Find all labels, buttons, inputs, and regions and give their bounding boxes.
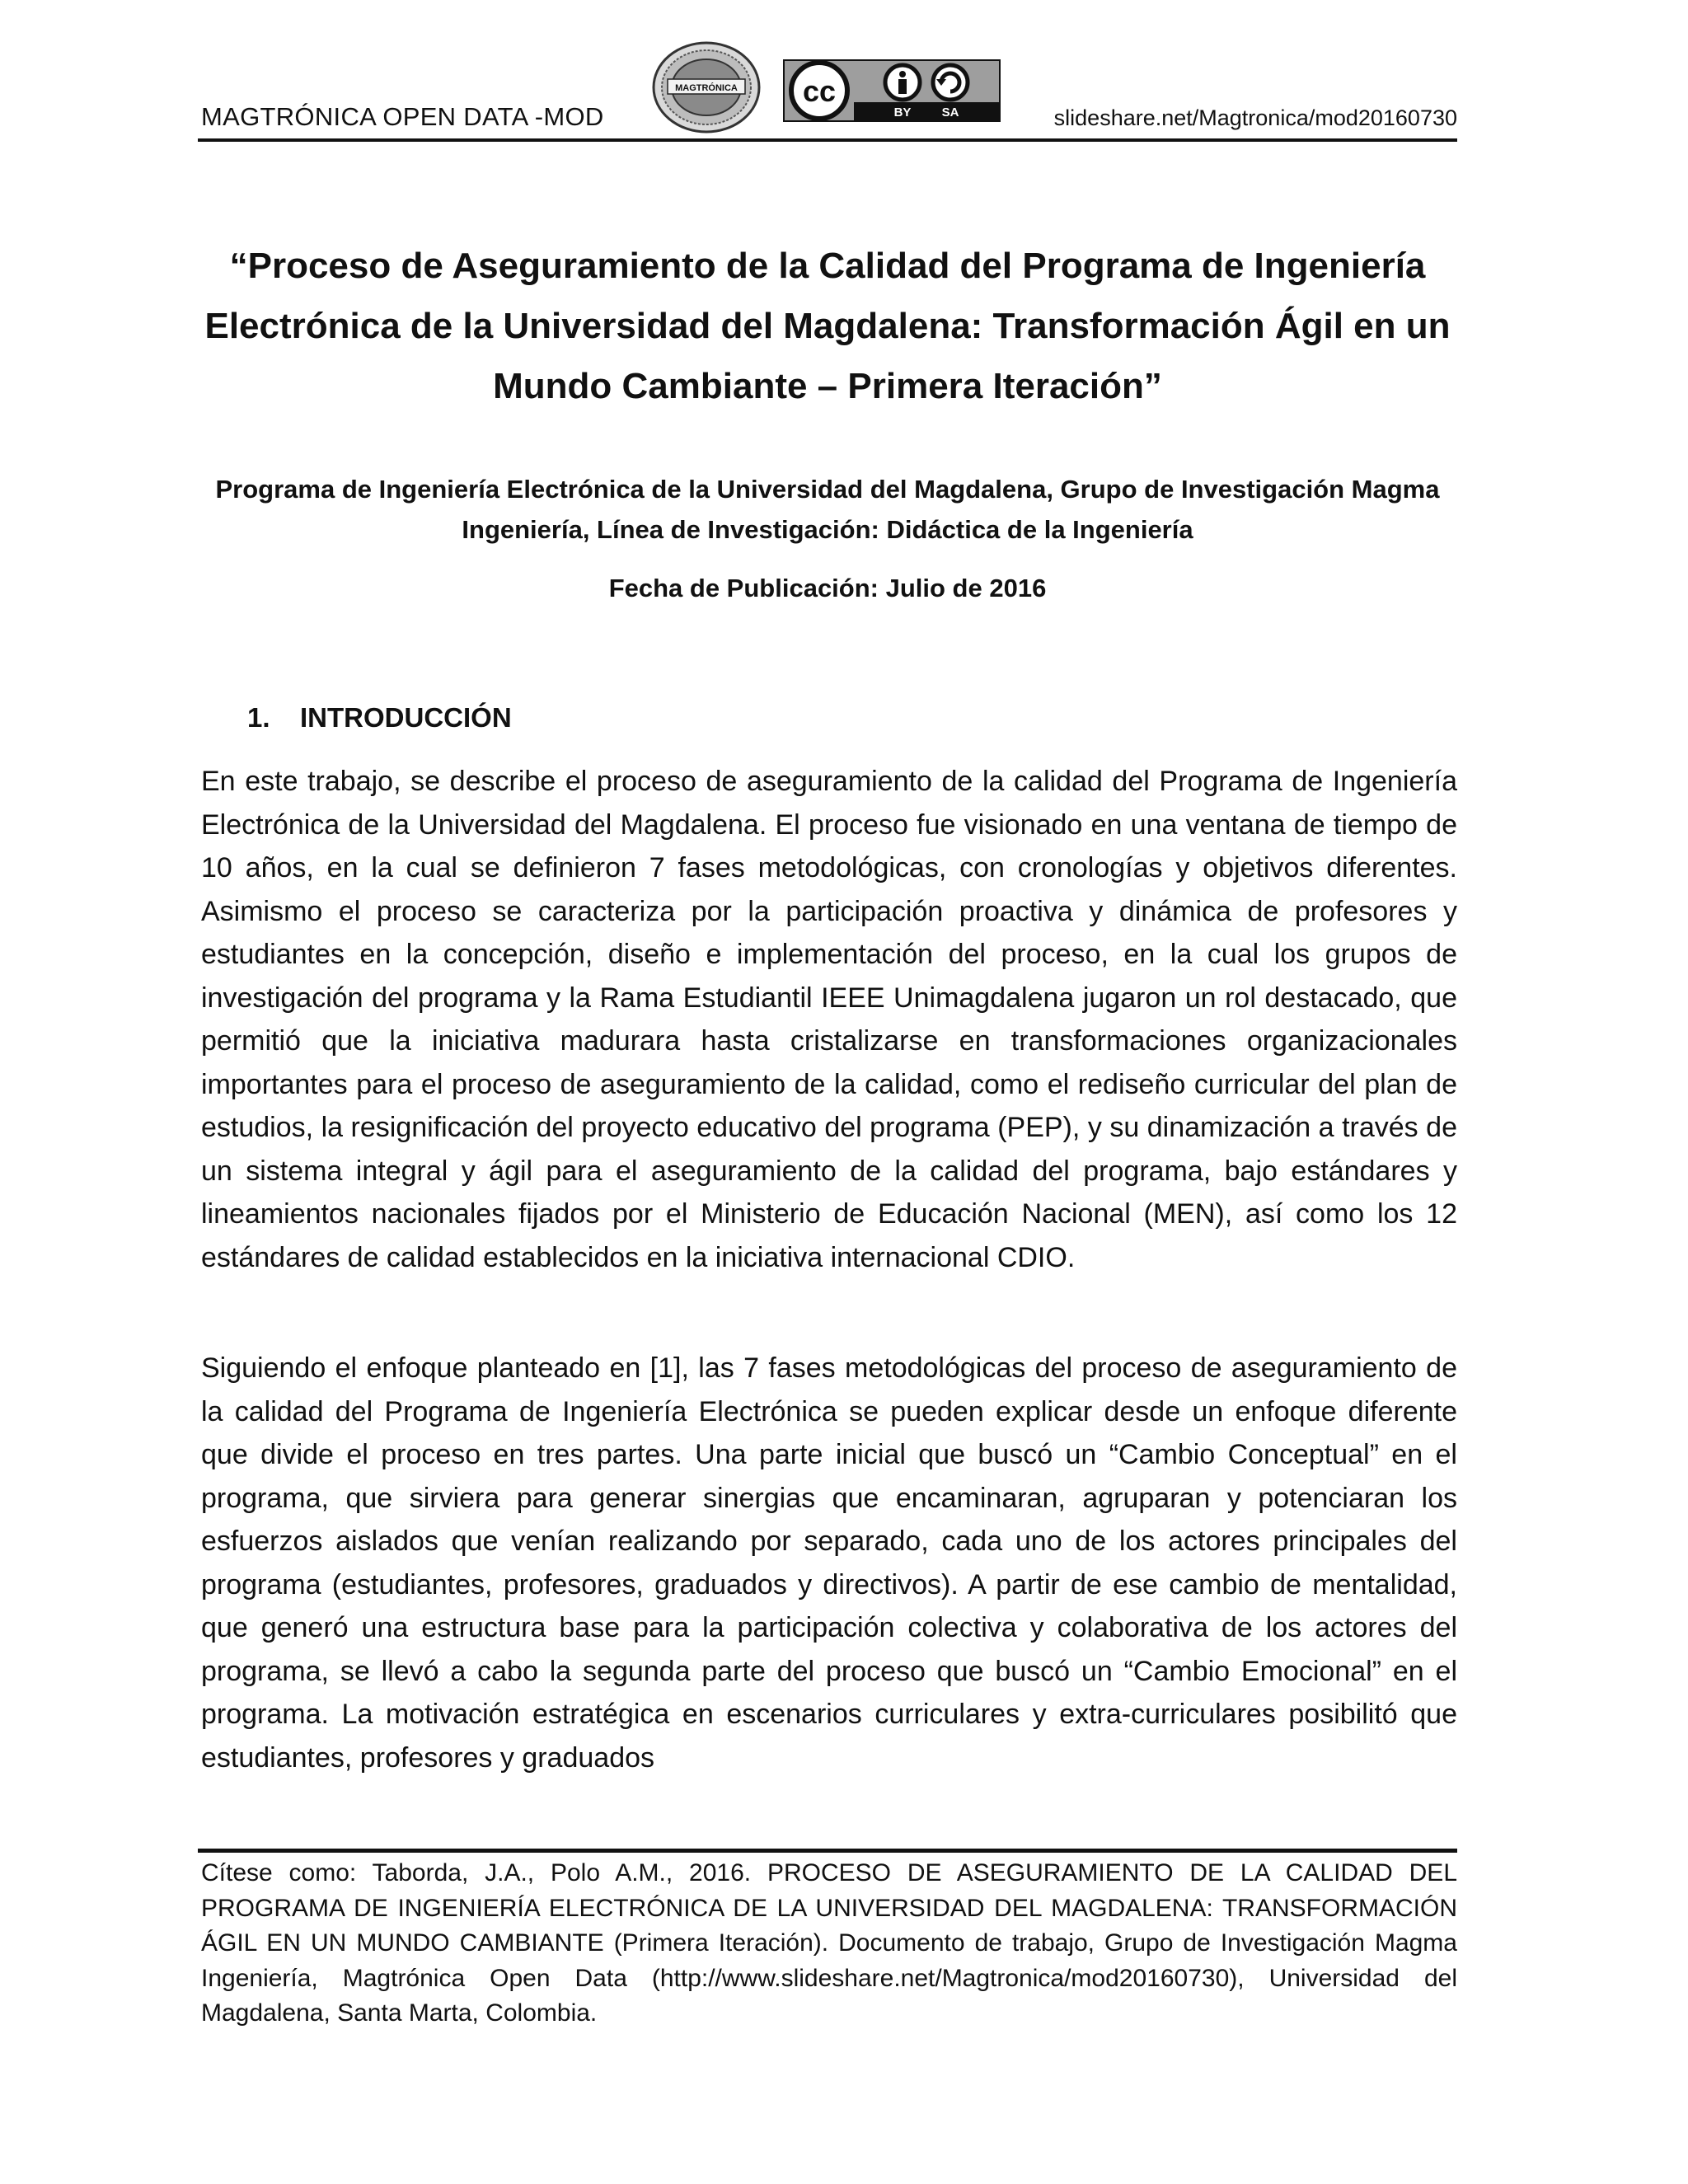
paragraph: En este trabajo, se describe el proceso de aseguramiento de la calidad del Programa de Ingeniería Electrónica de la Universidad del Magdalena. El proceso fue visionado en una ventana de tiempo de 10 años, en la cual se definieron 7 fases metodológicas, con cronologías y objetivos diferentes. Asimismo el proceso se caracteriza por la participación proactiva y dinámica de profesores y estudiantes en la concepción, diseño e implementación del proceso, en la cual los grupos de investigación del programa y la Rama Estudiantil IEEE Unimagdalena jugaron un rol destacado, que permitió que la iniciativa madurara hasta cristalizarse en transformaciones organizacionales importantes para el proceso de aseguramiento de la calidad, como el rediseño curricular del plan de estudios, la resignificación del proyecto educativo del programa (PEP), y su dinamización a través de un sistema integral y ágil para el aseguramiento de la calidad del programa, bajo estándares y lineamientos nacionales fijados por el Ministerio de Educación Nacional (MEN), así como los 12 estándares de calidad establecidos en la iniciativa internacional CDIO. [201,766,1457,1273]
document-title: “Proceso de Aseguramiento de la Calidad del Programa de Ingeniería Electrónica de la Universidad del Magdalena: Transformación Ágil en un Mundo Cambiante – Primera Iteración” [204,246,1451,407]
publication-date: Fecha de Publicación: Julio de 2016 [608,574,1047,602]
svg-text:BY: BY [893,105,912,120]
magtronica-seal-logo [651,41,762,134]
header-left-text: MAGTRÓNICA OPEN DATA -MOD [201,102,604,131]
section-number: 1. [247,702,270,733]
svg-text:cc: cc [802,74,837,108]
paragraph: Siguiendo el enfoque planteado en [1], las 7 fases metodológicas del proceso de aseguramiento de la calidad del Programa de Ingeniería Electrónica se pueden explicar desde un enfoque diferente que divide el proceso en tres partes. Una parte inicial que buscó un “Cambio Conceptual” en el programa, que sirviera para generar sinergias que encaminaran, agruparan y potenciaran los esfuerzos aislados que venían realizando por separado, cada uno de los actores principales del programa (estudiantes, profesores, graduados y directivos). A partir de ese cambio de mentalidad, que generó una estructura base para la participación colectiva y colaborativa de los actores del programa, se llevó a cabo la segunda parte del proceso que buscó un “Cambio Emocional” en el programa. La motivación estratégica en escenarios curriculares y extra-curriculares posibilitó que estudiantes, profesores y graduados [201,1352,1457,1774]
section-heading [247,702,512,733]
svg-text:MAGTRÓNICA: MAGTRÓNICA [675,83,738,93]
affiliation: Programa de Ingeniería Electrónica de la Universidad del Magdalena, Grupo de Investigación Magma Ingeniería, Línea de Investigación: Didáctica de la Ingeniería [215,475,1440,544]
header-divider [198,138,1457,142]
citation-note: Cítese como: Taborda, J.A., Polo A.M., 2016. PROCESO DE ASEGURAMIENTO DE LA CALIDAD DEL PROGRAMA DE INGENIERÍA ELECTRÓNICA DE LA UNIVERSIDAD DEL MAGDALENA: TRANSFORMACIÓN ÁGIL EN UN MUNDO CAMBIANTE (Primera Iteración). Documento de trabajo, Grupo de Investigación Magma Ingeniería, Magtrónica Open Data (http://www.slideshare.net/Magtronica/mod20160730), Universidad del Magdalena, Santa Marta, Colombia. [201,1859,1457,2027]
svg-text:SA: SA [941,105,959,120]
creative-commons-by-sa-icon [783,59,1001,122]
section-title: INTRODUCCIÓN [300,702,512,733]
footer-divider [198,1849,1457,1853]
header-right-url: slideshare.net/Magtronica/mod20160730 [1053,105,1457,130]
